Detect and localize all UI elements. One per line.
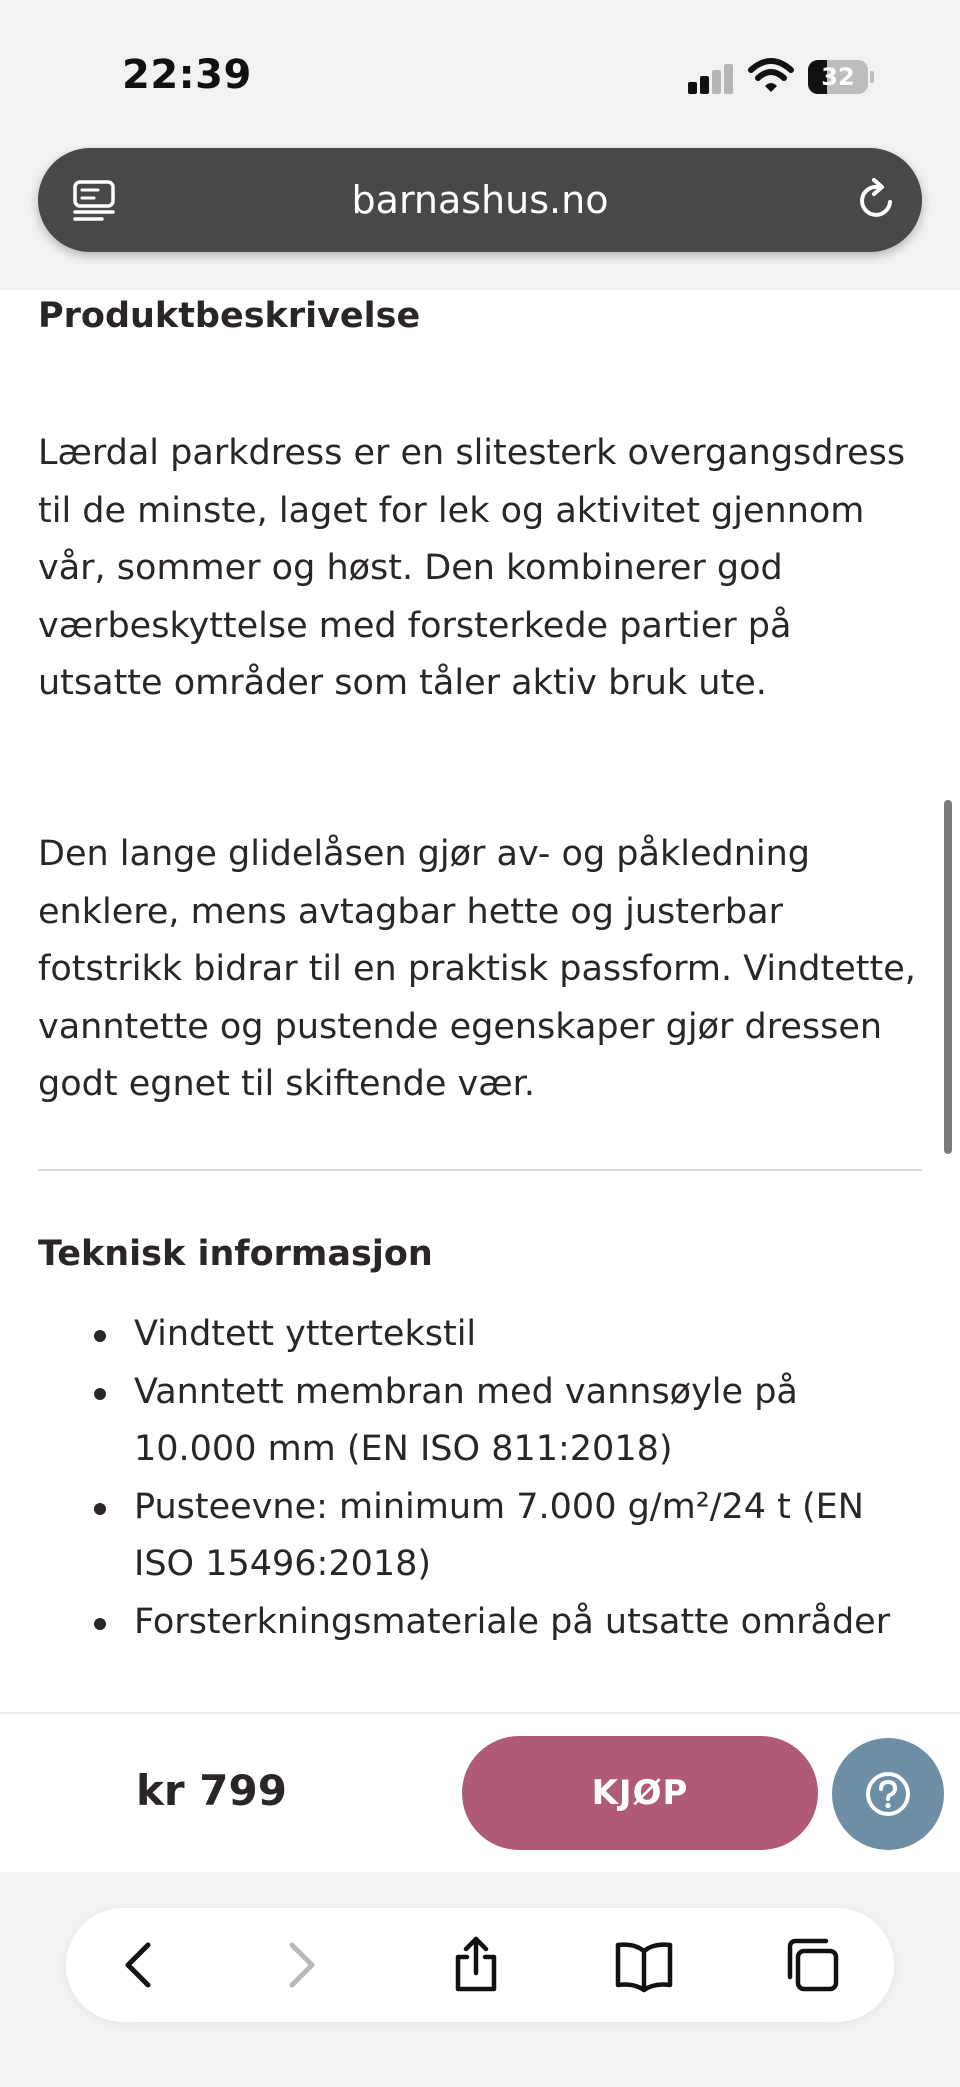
browser-bottom-chrome [0, 1872, 960, 2087]
wifi-icon [748, 58, 794, 94]
url-bar[interactable] [38, 148, 922, 252]
bookmarks-icon[interactable] [614, 1935, 674, 1995]
forward-icon[interactable] [270, 1935, 330, 1995]
url-text[interactable]: barnashus.no [351, 178, 609, 222]
price: kr 799 [136, 1766, 287, 1815]
share-icon[interactable] [446, 1935, 506, 1995]
back-icon[interactable] [110, 1935, 170, 1995]
signal-icon [688, 64, 734, 94]
scrollbar[interactable] [944, 800, 952, 1154]
list-item: Pusteevne: minimum 7.000 g/m²/24 t (EN ISO 15496:2018) [38, 1479, 922, 1594]
help-button[interactable] [832, 1738, 944, 1850]
tabs-icon[interactable] [782, 1935, 842, 1995]
tech-info-title: Teknisk informasjon [38, 1234, 433, 1274]
purchase-bar [0, 1712, 960, 1872]
list-item: Forsterkningsmateriale på utsatte områder [38, 1594, 922, 1652]
help-icon [864, 1770, 912, 1818]
buy-button[interactable]: KJØP [462, 1736, 818, 1850]
battery-level: 32 [821, 63, 855, 91]
battery-icon [808, 60, 874, 94]
description-paragraph-1: Lærdal parkdress er en slitesterk overgangsdress til de minste, laget for lek og aktivitet gjennom vår, sommer og høst. Den kombinerer god værbeskyttelse med forsterkede partier på utsatte områder som tåler aktiv bruk ute. [38, 433, 906, 703]
description-title: Produktbeskrivelse [38, 296, 421, 336]
reload-icon[interactable] [854, 178, 898, 222]
section-divider [38, 1169, 922, 1171]
list-item: Vanntett membran med vannsøyle på 10.000 mm (EN ISO 811:2018) [38, 1364, 922, 1479]
tech-info-list [38, 1306, 922, 1651]
browser-top-chrome [0, 0, 960, 290]
description-paragraph-2: Den lange glidelåsen gjør av- og påkledning enklere, mens avtagbar hette og justerbar fotstrikk bidrar til en praktisk passform. Vindtette, vanntette og pustende egenskaper gjør dressen godt egnet til skiftende vær. [38, 834, 916, 1104]
status-time: 22:39 [122, 52, 252, 98]
browser-toolbar [66, 1908, 894, 2022]
list-item: Vindtett yttertekstil [38, 1306, 922, 1364]
